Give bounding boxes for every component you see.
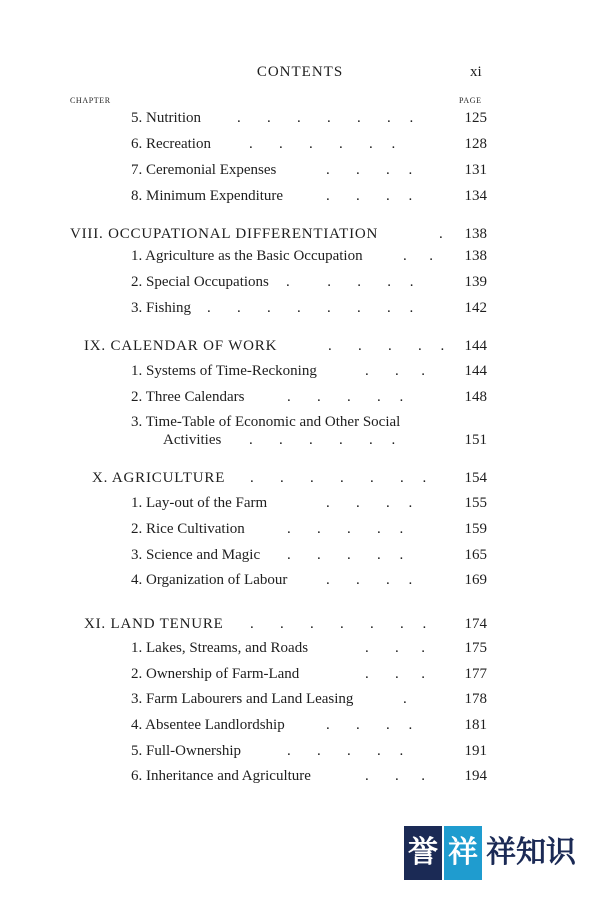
toc-entry-title: 6. Recreation <box>131 136 211 152</box>
toc-entry-title-continued: Activities <box>163 432 222 448</box>
leader-dots: . . . <box>365 363 425 379</box>
leader-dots: . . . . <box>326 495 413 511</box>
toc-entry-title: 2. Three Calendars <box>131 389 245 405</box>
toc-entry-page: 144 <box>464 363 487 379</box>
toc-chapter-page: 154 <box>464 470 487 486</box>
toc-entry <box>131 688 487 710</box>
leader-dots: . . . . . <box>328 338 445 354</box>
toc-entry <box>131 663 487 685</box>
leader-dots: . . . . . . . <box>250 470 427 486</box>
toc-entry <box>131 714 487 736</box>
toc-chapter <box>70 223 487 245</box>
watermark-logo <box>404 826 580 884</box>
toc-entry-page: 155 <box>464 495 487 511</box>
leader-dots: . . <box>403 248 433 264</box>
toc-entry-title: 1. Systems of Time-Reckoning <box>131 363 317 379</box>
toc-entry-title: 7. Ceremonial Expenses <box>131 162 277 178</box>
toc-entry-page: 191 <box>464 743 487 759</box>
toc-entry <box>131 740 487 762</box>
toc-entry-page: 165 <box>464 547 487 563</box>
toc-entry-title: 1. Agriculture as the Basic Occupation <box>131 248 363 264</box>
toc-chapter-title: VIII. OCCUPATIONAL DIFFERENTIATION <box>70 226 379 242</box>
leader-dots: . . . . <box>326 717 413 733</box>
leader-dots: . . . <box>365 666 425 682</box>
toc-entry-page: 138 <box>464 248 487 264</box>
toc-entry-page: 148 <box>464 389 487 405</box>
leader-dots: . . . . . <box>286 274 414 290</box>
leader-dots: . . . . . <box>287 547 404 563</box>
toc-entry <box>131 245 487 267</box>
toc-chapter <box>84 613 487 635</box>
leader-dots: . <box>439 226 443 242</box>
toc-entry-page: 194 <box>464 768 487 784</box>
toc-entry <box>131 569 487 591</box>
leader-dots: . . . . <box>326 572 413 588</box>
leader-dots: . . . . . . <box>249 432 396 448</box>
watermark-char-2: 祥 <box>444 826 482 880</box>
toc-entry-title: 3. Fishing <box>131 300 192 316</box>
toc-entry <box>131 185 487 207</box>
toc-entry-title: 5. Nutrition <box>131 110 201 126</box>
toc-entry-page: 139 <box>464 274 487 290</box>
toc-entry-page: 169 <box>464 572 487 588</box>
toc-chapter-page: 144 <box>464 338 487 354</box>
toc-entry-page: 175 <box>464 640 487 656</box>
toc-entry-title: 2. Ownership of Farm-Land <box>131 666 300 682</box>
toc-chapter <box>84 335 487 357</box>
toc-entry-page: 151 <box>464 432 487 448</box>
page-number: xi <box>470 64 482 80</box>
leader-dots: . . . . . . . <box>237 110 414 126</box>
toc-chapter-title: IX. CALENDAR OF WORK <box>84 338 278 354</box>
chapter-column-label: CHAPTER <box>70 96 111 105</box>
toc-entry <box>131 492 487 514</box>
toc-chapter <box>92 467 487 489</box>
toc-entry <box>131 297 487 319</box>
toc-chapter-page: 138 <box>464 226 487 242</box>
page-title: CONTENTS <box>256 64 344 80</box>
leader-dots: . . . . . . . . <box>207 300 414 316</box>
toc-entry <box>131 133 487 155</box>
toc-entry-title: 4. Organization of Labour <box>131 572 288 588</box>
toc-entry-continued <box>131 429 487 451</box>
toc-entry <box>131 544 487 566</box>
toc-entry-page: 128 <box>464 136 487 152</box>
toc-entry <box>131 637 487 659</box>
toc-entry-page: 131 <box>464 162 487 178</box>
toc-entry-title: 2. Rice Cultivation <box>131 521 245 537</box>
toc-chapter-title: XI. LAND TENURE <box>84 616 224 632</box>
toc-entry-title: 1. Lay-out of the Farm <box>131 495 268 511</box>
toc-entry <box>131 159 487 181</box>
leader-dots: . <box>403 691 407 707</box>
toc-entry <box>131 386 487 408</box>
leader-dots: . . . . . <box>287 521 404 537</box>
toc-entry-title: 5. Full-Ownership <box>131 743 241 759</box>
toc-entry-page: 142 <box>464 300 487 316</box>
leader-dots: . . . . . <box>287 743 404 759</box>
watermark-char-1: 誉 <box>404 826 442 880</box>
toc-entry <box>131 360 487 382</box>
toc-entry-title: 3. Time-Table of Economic and Other Social <box>131 414 401 430</box>
leader-dots: . . . <box>365 768 425 784</box>
toc-entry-title: 8. Minimum Expenditure <box>131 188 284 204</box>
leader-dots: . . . <box>365 640 425 656</box>
leader-dots: . . . . . <box>287 389 404 405</box>
toc-chapter-page: 174 <box>464 616 487 632</box>
toc-entry <box>131 765 487 787</box>
toc-entry-title: 3. Science and Magic <box>131 547 261 563</box>
toc-entry-title: 1. Lakes, Streams, and Roads <box>131 640 309 656</box>
toc-entry-title: 3. Farm Labourers and Land Leasing <box>131 691 354 707</box>
toc-entry-page: 134 <box>464 188 487 204</box>
toc-entry-page: 177 <box>464 666 487 682</box>
toc-entry-title: 6. Inheritance and Agriculture <box>131 768 311 784</box>
toc-entry <box>131 271 487 293</box>
leader-dots: . . . . . . . <box>250 616 427 632</box>
page-column-label: PAGE <box>459 96 482 105</box>
leader-dots: . . . . <box>326 162 413 178</box>
toc-entry-page: 125 <box>464 110 487 126</box>
toc-entry-page: 178 <box>464 691 487 707</box>
toc-entry-page: 181 <box>464 717 487 733</box>
toc-entry-title: 4. Absentee Landlordship <box>131 717 285 733</box>
toc-entry-title: 2. Special Occupations <box>131 274 269 290</box>
leader-dots: . . . . . . <box>249 136 396 152</box>
toc-entry <box>131 518 487 540</box>
toc-entry-page: 159 <box>464 521 487 537</box>
toc-chapter-title: X. AGRICULTURE <box>92 470 226 486</box>
toc-entry <box>131 107 487 129</box>
leader-dots: . . . . <box>326 188 413 204</box>
watermark-text: 祥知识 <box>486 835 576 870</box>
